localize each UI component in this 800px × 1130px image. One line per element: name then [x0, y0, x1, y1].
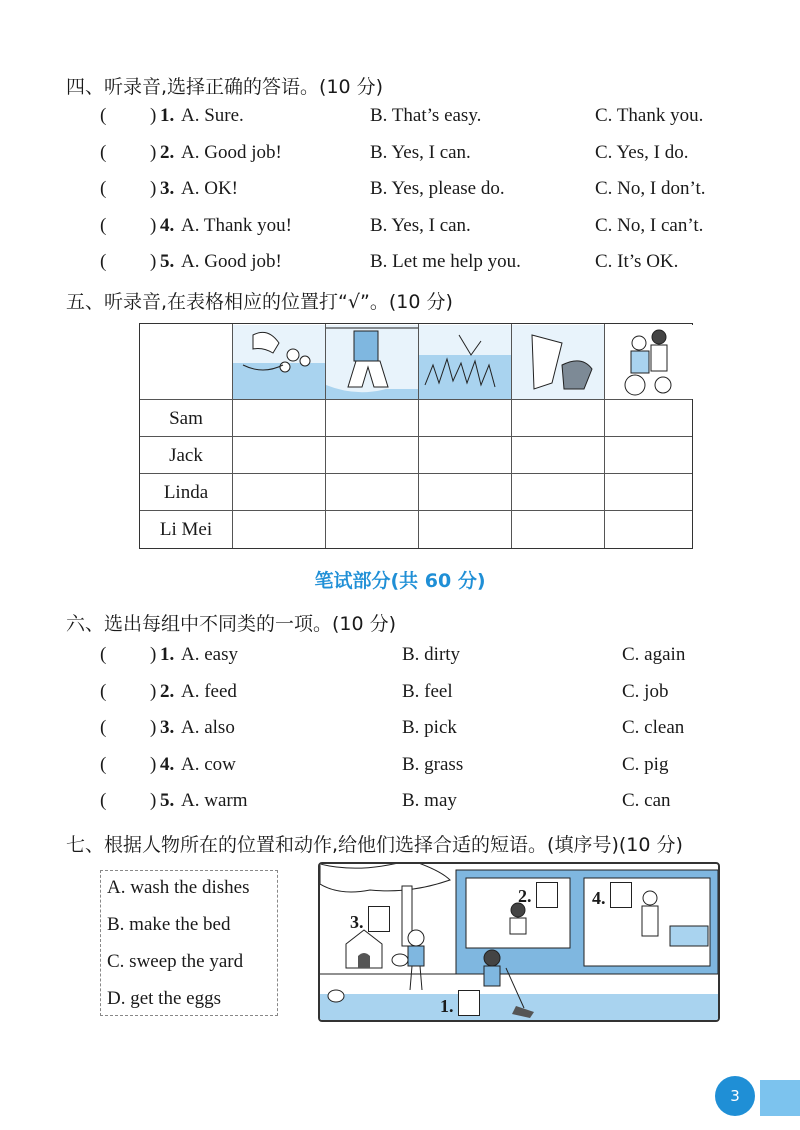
answer-box-1[interactable]	[458, 990, 480, 1016]
answer-paren-open[interactable]: (	[100, 141, 107, 163]
option-a: A. Good job!	[181, 251, 282, 272]
feeding-picture	[512, 325, 604, 399]
option-c: C. pig	[622, 753, 669, 775]
answer-paren-open[interactable]: (	[100, 251, 107, 272]
answer-paren-close: )	[150, 141, 157, 163]
answer-paren-open[interactable]: (	[100, 644, 107, 665]
answer-paren-close: )	[150, 717, 157, 738]
option-c: C. No, I don’t.	[595, 178, 706, 199]
section-5-title: 五、听录音,在表格相应的位置打“√”。(10 分)	[66, 291, 453, 313]
question-number: 4.	[160, 753, 175, 775]
phrase-option-c: C. sweep the yard	[107, 951, 244, 972]
option-b: B. Yes, please do.	[370, 178, 505, 199]
option-b: B. pick	[402, 717, 457, 738]
answer-paren-close: )	[150, 214, 157, 236]
option-c: C. No, I can’t.	[595, 214, 704, 236]
option-a: A. cow	[181, 753, 236, 775]
option-b: B. Yes, I can.	[370, 141, 471, 163]
answer-paren-open[interactable]: (	[100, 105, 107, 126]
phrase-options-box	[100, 870, 278, 1016]
section-7-title: 七、根据人物所在的位置和动作,给他们选择合适的短语。(填序号)(10 分)	[66, 834, 683, 856]
option-a: A. feed	[181, 680, 237, 702]
question-number: 1.	[160, 644, 175, 665]
answer-box-2[interactable]	[536, 882, 558, 908]
option-c: C. It’s OK.	[595, 251, 679, 272]
scene-label-4: 4.	[592, 888, 606, 908]
question-number: 2.	[160, 680, 175, 702]
option-b: B. dirty	[402, 644, 461, 665]
scene-label-3: 3.	[350, 912, 364, 932]
question-row	[0, 178, 800, 208]
answer-paren-close: )	[150, 680, 157, 702]
checkmark-table	[139, 323, 693, 549]
answer-paren-open[interactable]: (	[100, 178, 107, 199]
option-b: B. feel	[402, 680, 453, 702]
option-a: A. also	[181, 717, 235, 738]
picking-picture	[419, 325, 511, 399]
answer-paren-close: )	[150, 105, 157, 126]
option-a: A. Thank you!	[181, 214, 292, 236]
answer-paren-open[interactable]: (	[100, 214, 107, 236]
option-a: A. Good job!	[181, 141, 282, 163]
scene-label-2: 2.	[518, 886, 532, 906]
option-a: A. warm	[181, 790, 248, 811]
helping-grandpa-picture	[605, 325, 693, 399]
section-4-title: 四、听录音,选择正确的答语。(10 分)	[66, 76, 384, 98]
row-label-jack: Jack	[169, 445, 203, 466]
question-row	[0, 681, 800, 711]
answer-paren-close: )	[150, 178, 157, 199]
row-label-sam: Sam	[169, 408, 203, 429]
option-c: C. Thank you.	[595, 105, 704, 126]
option-a: A. OK!	[181, 178, 238, 199]
question-number: 3.	[160, 717, 175, 738]
phrase-option-b: B. make the bed	[107, 914, 231, 935]
question-number: 5.	[160, 790, 175, 811]
option-c: C. can	[622, 790, 671, 811]
phrase-option-d: D. get the eggs	[107, 988, 221, 1009]
question-number: 3.	[160, 178, 175, 199]
question-row	[0, 215, 800, 245]
row-label-linda: Linda	[163, 482, 209, 503]
phrase-option-a: A. wash the dishes	[107, 877, 250, 898]
section-6-title: 六、选出每组中不同类的一项。(10 分)	[66, 613, 397, 635]
option-a: A. Sure.	[181, 105, 244, 126]
house-scene-illustration	[318, 862, 720, 1022]
option-c: C. clean	[622, 717, 685, 738]
question-number: 4.	[160, 214, 175, 236]
question-row	[0, 142, 800, 172]
answer-paren-open[interactable]: (	[100, 790, 107, 811]
answer-paren-open[interactable]: (	[100, 680, 107, 702]
question-row	[0, 644, 800, 674]
option-b: B. Let me help you.	[370, 251, 521, 272]
page-tab-decoration	[760, 1080, 800, 1116]
question-number: 2.	[160, 141, 175, 163]
page-number: 3	[715, 1076, 755, 1116]
option-b: B. may	[402, 790, 457, 811]
question-number: 1.	[160, 105, 175, 126]
option-b: B. That’s easy.	[370, 105, 482, 126]
answer-paren-open[interactable]: (	[100, 753, 107, 775]
question-row	[0, 251, 800, 281]
answer-paren-close: )	[150, 644, 157, 665]
question-row	[0, 790, 800, 820]
written-part-title: 笔试部分(共 60 分)	[314, 570, 486, 592]
scene-label-1: 1.	[440, 996, 454, 1016]
answer-box-4[interactable]	[610, 882, 632, 908]
question-row	[0, 754, 800, 784]
option-b: B. Yes, I can.	[370, 214, 471, 236]
answer-paren-open[interactable]: (	[100, 717, 107, 738]
answer-box-3[interactable]	[368, 906, 390, 932]
option-c: C. job	[622, 680, 669, 702]
question-row	[0, 717, 800, 747]
watering-flowers-picture	[233, 325, 325, 399]
option-c: C. Yes, I do.	[595, 141, 689, 163]
answer-paren-close: )	[150, 790, 157, 811]
answer-paren-close: )	[150, 753, 157, 775]
cleaning-picture	[326, 325, 418, 399]
row-label-li-mei: Li Mei	[159, 519, 213, 540]
option-b: B. grass	[402, 753, 464, 775]
option-c: C. again	[622, 644, 686, 665]
option-a: A. easy	[181, 644, 238, 665]
answer-paren-close: )	[150, 251, 157, 272]
question-number: 5.	[160, 251, 175, 272]
question-row	[0, 105, 800, 135]
